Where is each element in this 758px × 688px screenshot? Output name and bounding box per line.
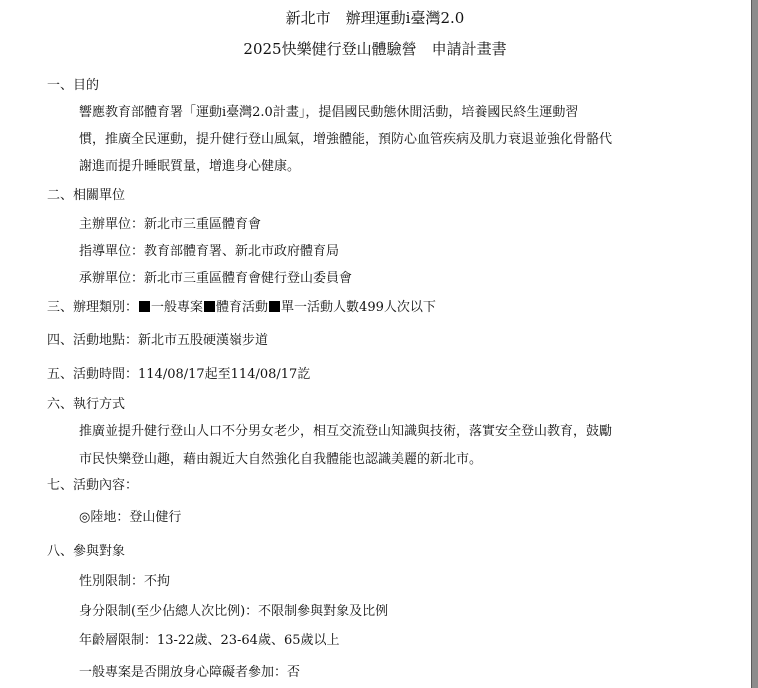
- organizer-line: 主辦單位：新北市三重區體育會: [79, 217, 262, 232]
- document-title-line1: 新北市 辦理運動i臺灣2.0: [285, 9, 465, 27]
- checkbox-filled-icon: [139, 301, 150, 312]
- category-option-single: 單一活動人數499人次以下: [281, 300, 436, 315]
- section-execution-heading: 六、執行方式: [47, 397, 126, 412]
- section-location: 四、活動地點：新北市五股硬漢嶺步道: [47, 333, 269, 348]
- execution-text-line: 市民快樂登山趣，藉由親近大自然強化自我體能也認識美麗的新北市。: [79, 452, 483, 467]
- guidance-unit-line: 指導單位：教育部體育署、新北市政府體育局: [79, 244, 340, 259]
- identity-limit-line: 身分限制(至少佔總人次比例)：不限制參與對象及比例: [79, 604, 389, 619]
- section-participants-heading: 八、參與對象: [47, 544, 126, 559]
- age-limit-line: 年齡層限制：13-22歲、23-64歲、65歲以上: [79, 633, 340, 648]
- purpose-text-line: 慣，推廣全民運動，提升健行登山風氣，增強體能，預防心血管疾病及肌力衰退並強化骨骼代: [79, 132, 613, 147]
- purpose-text-line: 謝進而提升睡眠質量，增進身心健康。: [79, 159, 301, 174]
- section-time: 五、活動時間：114/08/17起至114/08/17訖: [47, 367, 311, 382]
- category-option-general: 一般專案: [151, 300, 204, 315]
- execution-text-line: 推廣並提升健行登山人口不分男女老少，相互交流登山知識與技術，落實安全登山教育，鼓勵: [79, 424, 613, 439]
- document-title-line2: 2025快樂健行登山體驗營 申請計畫書: [243, 40, 507, 58]
- checkbox-filled-icon: [204, 301, 215, 312]
- undertaker-line: 承辦單位：新北市三重區體育會健行登山委員會: [79, 271, 353, 286]
- content-item: ◎陸地：登山健行: [79, 510, 182, 525]
- section-units-heading: 二、相關單位: [47, 188, 126, 203]
- category-option-sports: 體育活動: [216, 300, 269, 315]
- page-edge: [751, 0, 758, 688]
- purpose-text-line: 響應教育部體育署「運動i臺灣2.0計畫」，提倡國民動態休閒活動，培養國民終生運動習: [79, 105, 579, 120]
- section-purpose-heading: 一、目的: [47, 78, 100, 93]
- section-content-heading: 七、活動內容：: [47, 478, 139, 493]
- checkbox-filled-icon: [269, 301, 280, 312]
- disabled-participation-line: 一般專案是否開放身心障礙者參加：否: [79, 665, 301, 680]
- gender-limit-line: 性別限制：不拘: [79, 574, 171, 589]
- category-label: 三、辦理類別：: [47, 300, 139, 315]
- section-category: [47, 299, 436, 317]
